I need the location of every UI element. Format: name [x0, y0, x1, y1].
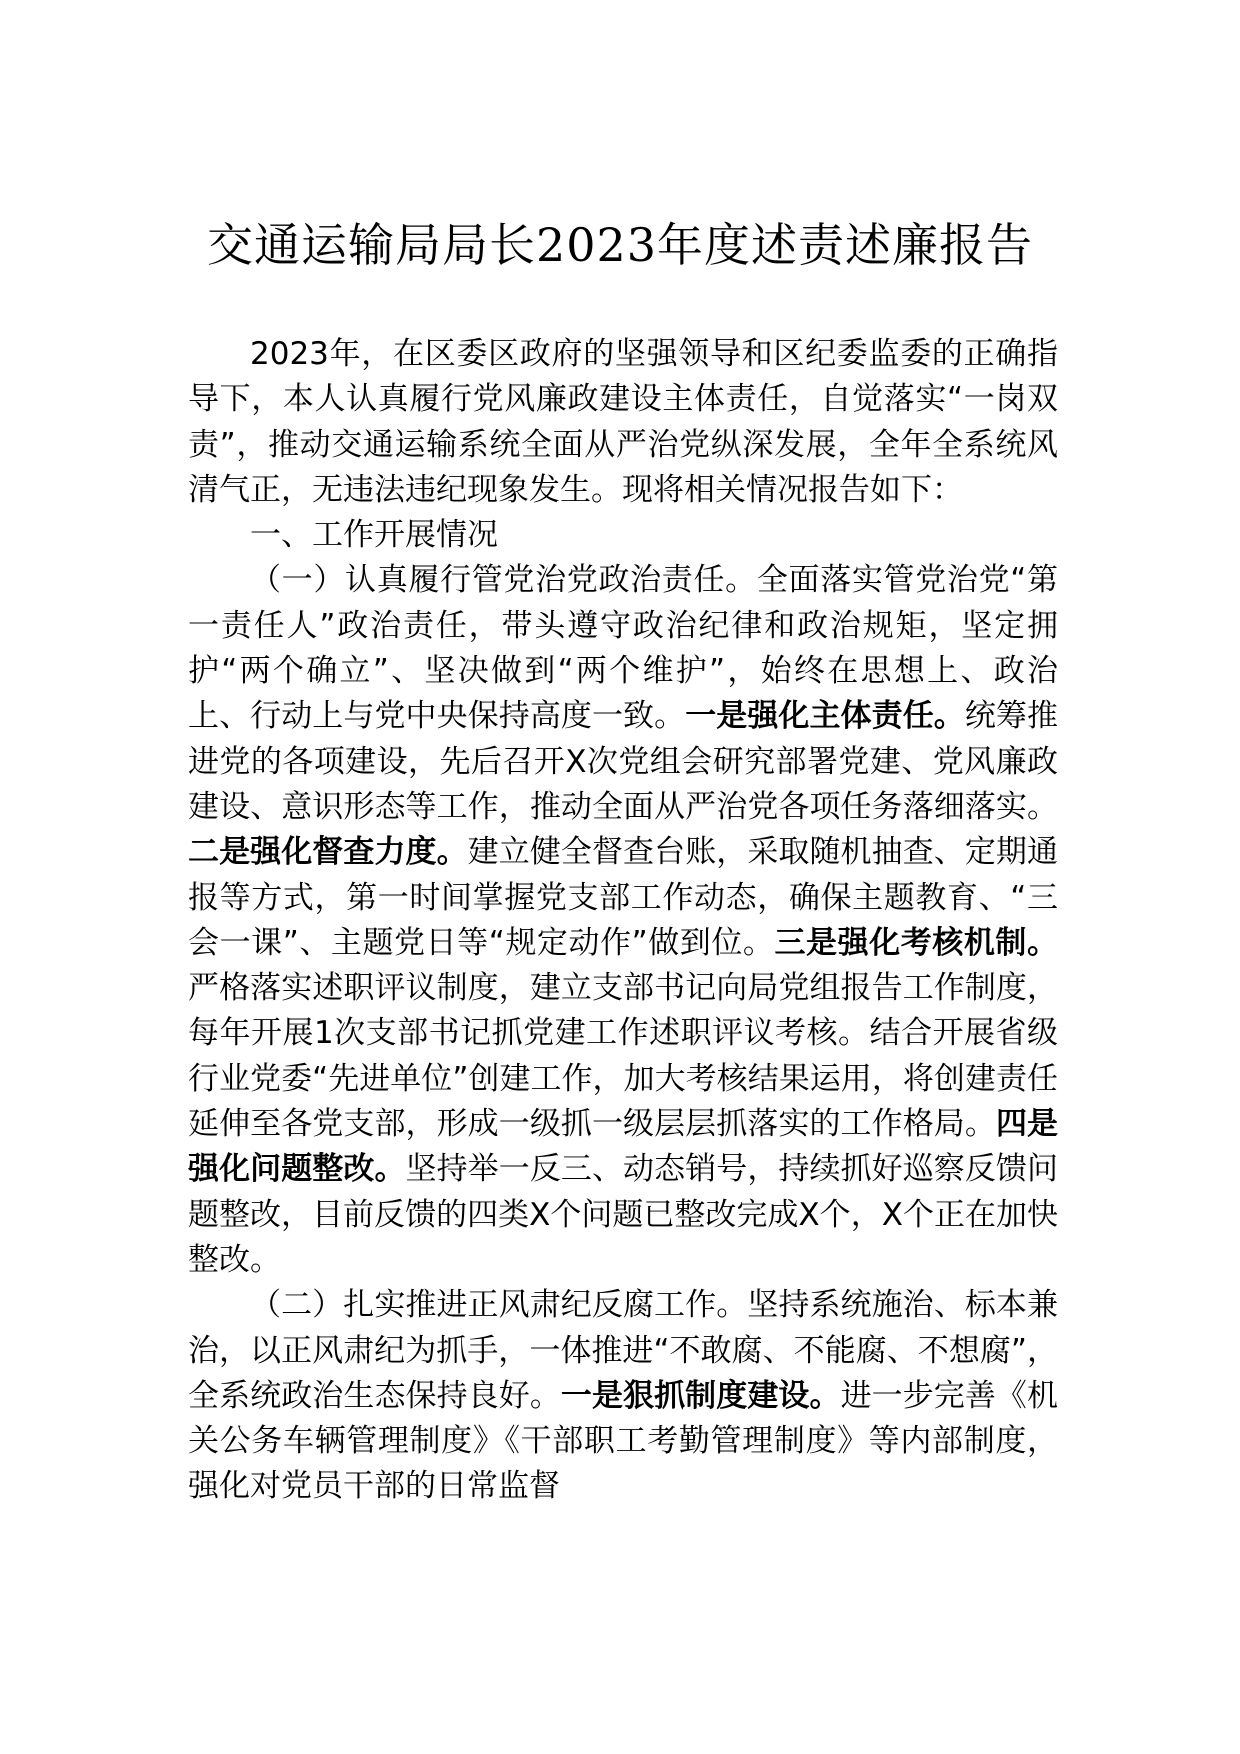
section-heading	[188, 513, 1058, 558]
text-run: 严格落实述职评议制度，建立支部书记向局党组报告工作制度，每年开展1次支部书记抓党建工作述职评议考核。结合开展省级行业党委“先进单位”创建工作，加大考核结果运用，将创建责任延伸至各党支部，形成一级抓一级层层抓落实的工作格局。	[188, 970, 1058, 1143]
section-2-paragraph	[188, 1283, 1058, 1509]
intro-paragraph	[188, 332, 1058, 513]
text-run: 2023年，在区委区政府的坚强领导和区纪委监委的正确指导下，本人认真履行党风廉政建设主体责任，自觉落实“一岗双责”，推动交通运输系统全面从严治党纵深发展，全年全系统风清气正，无违法违纪现象发生。现将相关情况报告如下：	[188, 336, 1058, 508]
text-run: 一、工作开展情况	[250, 517, 498, 554]
bold-point: 二是强化督查力度。	[188, 834, 468, 871]
text-run: 建立健全督查台账，采取随机抽查、定期通报等方式，第一时间掌握党支部工作动态，确保主题教育、“三会一课”、主题党日等“规定动作”做到位。	[188, 834, 1059, 961]
text-run: （二）扎实推进正风肃纪反腐工作。坚持系统施治、标本兼治，以正风肃纪为抓手，一体推进“不敢腐、不能腐、不想腐”，全系统政治生态保持良好。	[188, 1287, 1058, 1414]
document-title: 交通运输局局长2023年度述责述廉报告	[206, 218, 1034, 272]
text-run: 进一步完善《机关公务车辆管理制度》《干部职工考勤管理制度》等内部制度，强化对党员干部的日常监督	[188, 1377, 1059, 1505]
section-1-paragraph	[188, 558, 1058, 1283]
text-run: （一）认真履行管党治党政治责任。全面落实管党治党“第一责任人”政治责任，带头遵守政治纪律和政治规矩，坚定拥护“两个确立”、坚决做到“两个维护”，始终在思想上、政治上、行动上与党中央保持高度一致。	[188, 562, 1058, 735]
text-run: 坚持举一反三、动态销号，持续抓好巡察反馈问题整改，目前反馈的四类X个问题已整改完成X个，X个正在加快整改。	[188, 1151, 1059, 1278]
bold-point: 四是强化问题整改。	[188, 1106, 1059, 1188]
bold-point: 一是强化主体责任。	[685, 698, 965, 735]
bold-point: 三是强化考核机制。	[774, 924, 1059, 961]
document-body	[188, 332, 1058, 1510]
text-run: 统筹推进党的各项建设，先后召开X次党组会研究部署党建、党风廉政建设、意识形态等工作，推动全面从严治党各项任务落细落实。	[188, 698, 1059, 825]
bold-point: 一是狠抓制度建设。	[560, 1377, 841, 1414]
